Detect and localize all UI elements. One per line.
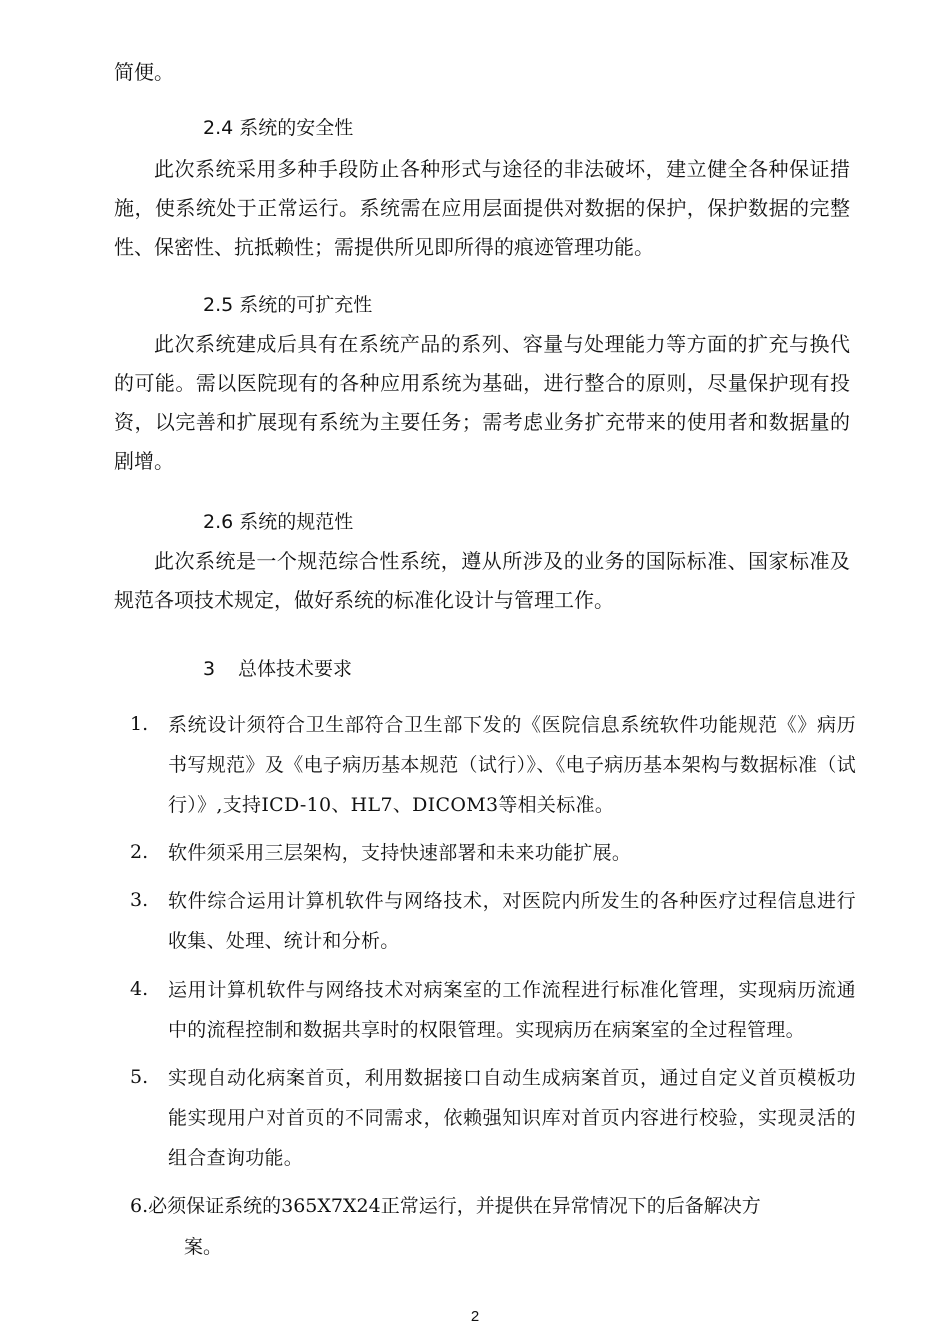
requirement-item-2 xyxy=(114,833,856,873)
section-body-2-6: 此次系统是一个规范综合性系统，遵从所涉及的业务的国际标准、国家标准及规范各项技术规定，做好系统的标准化设计与管理工作。 xyxy=(114,549,850,612)
section-3-title: 总体技术要求 xyxy=(238,658,353,680)
section-heading-2-5: 2.5 系统的可扩充性 xyxy=(203,294,373,316)
requirement-item-4 xyxy=(114,970,856,1050)
section-3-number: 3 xyxy=(203,658,216,680)
requirement-item-5 xyxy=(114,1058,856,1178)
requirement-text: 软件须采用三层架构，支持快速部署和未来功能扩展。 xyxy=(168,842,632,864)
requirement-number: 2. xyxy=(130,841,149,863)
requirement-text: 实现自动化病案首页，利用数据接口自动生成病案首页，通过自定义首页模板功能实现用户对首页的不同需求，依赖强知识库对首页内容进行校验，实现灵活的组合查询功能。 xyxy=(168,1067,856,1169)
requirement-6-line-1: 6.必须保证系统的365X7X24正常运行，并提供在异常情况下的后备解决方 xyxy=(130,1195,761,1217)
requirement-item-3 xyxy=(114,881,856,961)
requirement-text: 软件综合运用计算机软件与网络技术，对医院内所发生的各种医疗过程信息进行收集、处理、统计和分析。 xyxy=(168,890,856,952)
top-fragment: 简便。 xyxy=(114,60,174,84)
section-body-2-4: 此次系统采用多种手段防止各种形式与途径的非法破坏，建立健全各种保证措施，使系统处于正常运行。系统需在应用层面提供对数据的保护，保护数据的完整性、保密性、抗抵赖性；需提供所见即所得的痕迹管理功能。 xyxy=(114,157,850,259)
section-heading-2-6: 2.6 系统的规范性 xyxy=(203,511,354,533)
requirement-item-1 xyxy=(114,705,856,825)
requirement-text: 系统设计须符合卫生部符合卫生部下发的《医院信息系统软件功能规范《》病历书写规范》及《电子病历基本规范（试行）》、《电子病历基本架构与数据标准（试行）》,支持ICD-10、HL7、DICOM3等相关标准。 xyxy=(168,714,856,816)
requirement-6-line-2: 案。 xyxy=(184,1236,223,1258)
section-body-2-5: 此次系统建成后具有在系统产品的系列、容量与处理能力等方面的扩充与换代的可能。需以医院现有的各种应用系统为基础，进行整合的原则，尽量保护现有投资，以完善和扩展现有系统为主要任务；需考虑业务扩充带来的使用者和数据量的剧增。 xyxy=(114,332,850,473)
requirement-number: 3. xyxy=(130,889,149,911)
section-heading-2-4: 2.4 系统的安全性 xyxy=(203,117,354,139)
requirement-text: 运用计算机软件与网络技术对病案室的工作流程进行标准化管理，实现病历流通中的流程控制和数据共享时的权限管理。实现病历在病案室的全过程管理。 xyxy=(168,979,856,1041)
requirement-number: 5. xyxy=(130,1066,149,1088)
requirement-number: 1. xyxy=(130,713,149,735)
page-number: 2 xyxy=(470,1308,480,1325)
requirement-number: 4. xyxy=(130,978,149,1000)
